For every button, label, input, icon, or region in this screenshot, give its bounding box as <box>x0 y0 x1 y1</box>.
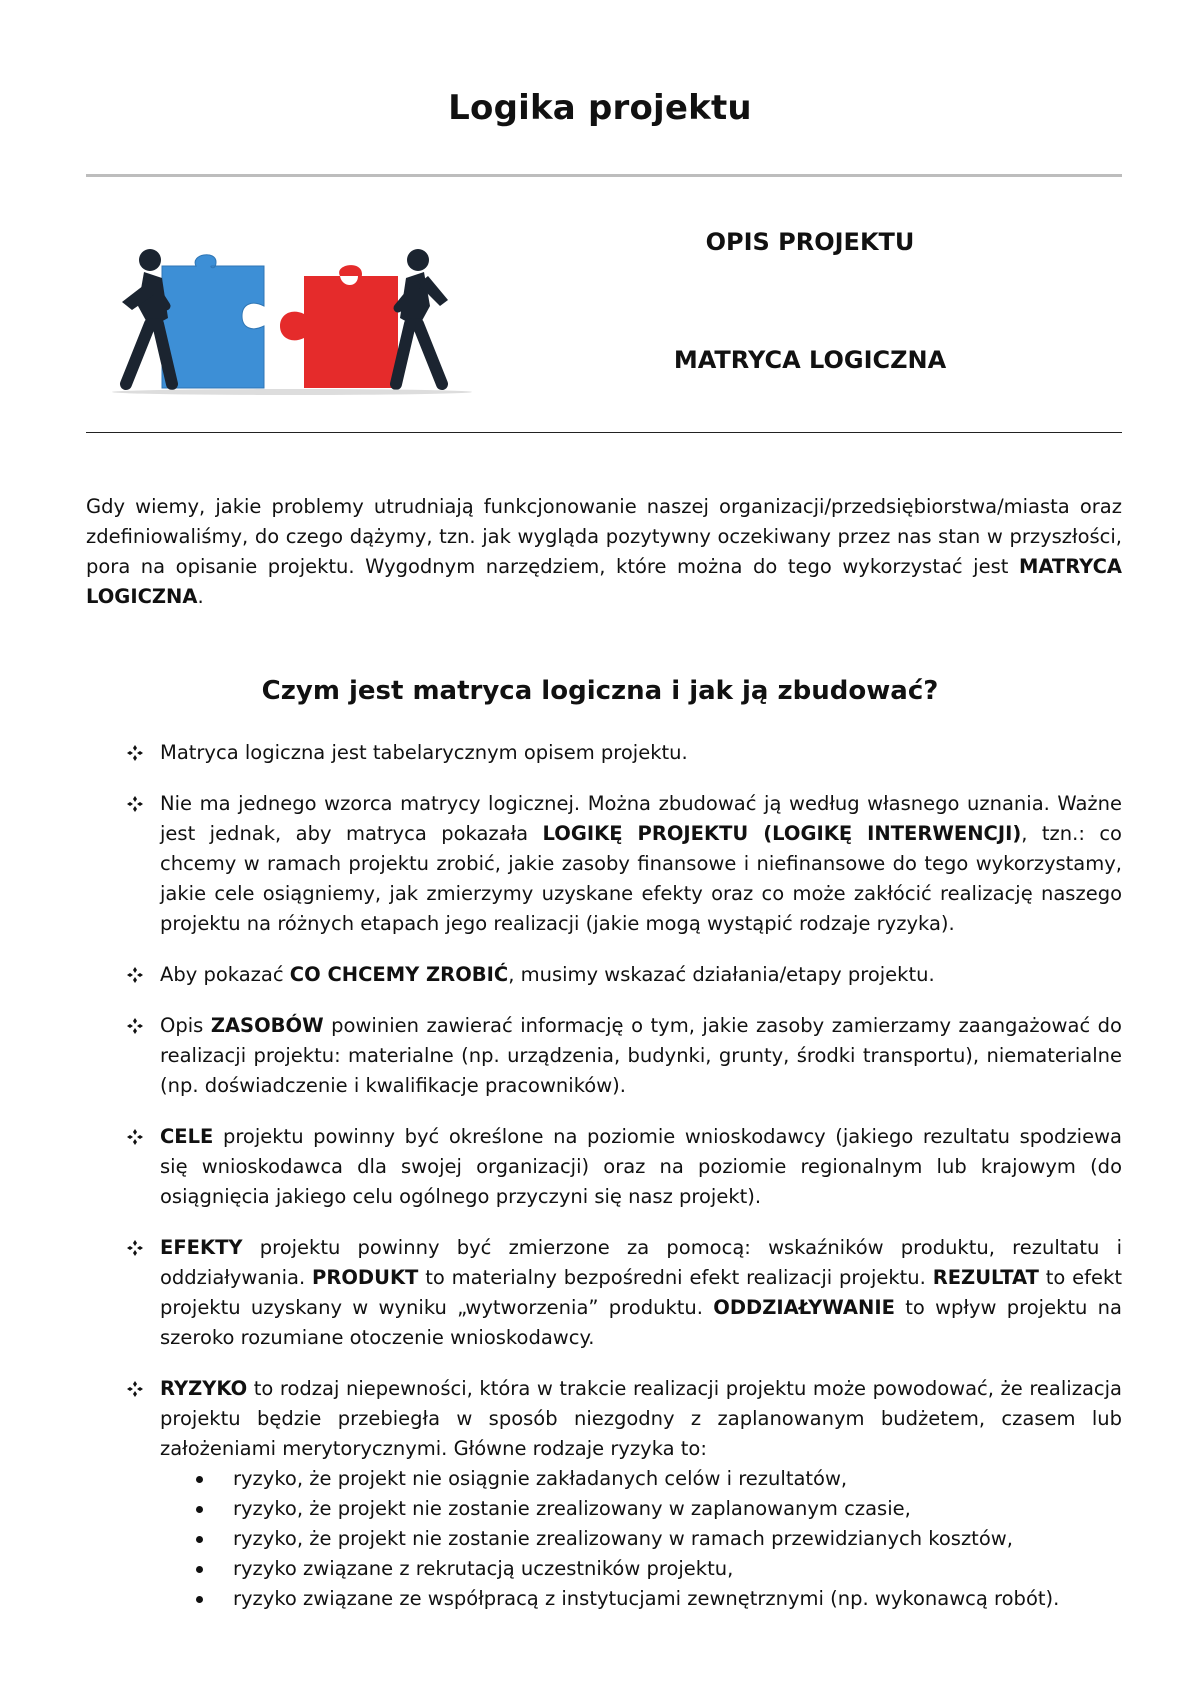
title-divider <box>86 174 1122 177</box>
text-run: Nie ma jednego wzorca matrycy logicznej. Można zbudować ją według własnego uznania. Ważne jest jednak, aby matryca pokazała <box>160 792 1122 845</box>
list-item-text <box>160 1374 1122 1464</box>
right-person-figure <box>396 249 448 384</box>
sublist-item-text: ryzyko związane ze współpracą z instytucjami zewnętrznymi (np. wykonawcą robót). <box>233 1587 1060 1610</box>
sublist-item-text: ryzyko, że projekt nie osiągnie zakładanych celów i rezultatów, <box>233 1467 848 1490</box>
list-item <box>124 1374 1122 1614</box>
round-bullet-icon <box>196 1476 203 1483</box>
text-run: projektu powinny być zmierzone za pomocą: wskaźników produktu, rezultatu i oddziaływania. <box>160 1236 1122 1289</box>
diamond-bullet-icon <box>124 789 146 819</box>
intro-end: . <box>197 585 204 608</box>
text-run: projektu powinny być określone na poziomie wnioskodawcy (jakiego rezultatu spodziewa się wnioskodawca dla swojej organizacji) oraz na poziomie regionalnym lub krajowym (do osiągnięcia jakiego celu ogólnego przyczyni się nasz projekt). <box>160 1125 1122 1208</box>
text-run: to rodzaj niepewności, która w trakcie realizacji projektu może powodować, że realizacja projektu będzie przebiegła w sposób niezgodny z zaplanowanym budżetem, czasem lub założeniami merytorycznymi. Główne rodzaje ryzyka to: <box>160 1377 1122 1460</box>
bold-term: CELE <box>160 1125 214 1148</box>
section-heading: Czym jest matryca logiczna i jak ją zbudować? <box>261 676 939 706</box>
list-item <box>124 1233 1122 1353</box>
puzzle-people-illustration <box>92 246 497 396</box>
bold-term: LOGIKĘ PROJEKTU (LOGIKĘ INTERWENCJI) <box>542 822 1022 845</box>
sublist-item <box>160 1464 1122 1494</box>
diamond-bullet-icon <box>124 1011 146 1041</box>
text-run: to wpływ projektu na szeroko rozumiane otoczenie wnioskodawcy. <box>160 1296 1122 1349</box>
list-item <box>124 1011 1122 1101</box>
list-item-text <box>160 1233 1122 1353</box>
sublist-item <box>160 1584 1122 1614</box>
risk-sublist <box>160 1464 1122 1614</box>
round-bullet-icon <box>196 1566 203 1573</box>
text-run: Matryca logiczna jest tabelarycznym opisem projektu. <box>160 741 688 764</box>
bold-term: ZASOBÓW <box>210 1014 324 1037</box>
list-item-text <box>160 738 1122 768</box>
text-run: powinien zawierać informację o tym, jakie zasoby zamierzamy zaangażować do realizacji projektu: materialne (np. urządzenia, budynki, grunty, środki transportu), niematerialne (np. doświadczenie i kwalifikacje pracowników). <box>160 1014 1122 1097</box>
intro-paragraph <box>86 492 1122 612</box>
intro-bold-term: MATRYCA LOGICZNA <box>86 555 1122 608</box>
opis-projektu-label: OPIS PROJEKTU <box>705 228 915 256</box>
list-item <box>124 960 1122 990</box>
list-item-text <box>160 789 1122 939</box>
bold-term: EFEKTY <box>160 1236 243 1259</box>
round-bullet-icon <box>196 1506 203 1513</box>
sublist-item-text: ryzyko, że projekt nie zostanie zrealizowany w zaplanowanym czasie, <box>233 1497 911 1520</box>
text-run: to materialny bezpośredni efekt realizacji projektu. <box>418 1266 933 1289</box>
text-run: , musimy wskazać działania/etapy projektu. <box>508 963 935 986</box>
bullet-list <box>124 738 1122 1635</box>
list-item <box>124 738 1122 768</box>
bold-term: RYZYKO <box>160 1377 248 1400</box>
text-run: Opis <box>160 1014 211 1037</box>
sublist-item-text: ryzyko związane z rekrutacją uczestników projektu, <box>233 1557 734 1580</box>
diamond-bullet-icon <box>124 960 146 990</box>
bold-term: REZULTAT <box>932 1266 1039 1289</box>
matryca-logiczna-label: MATRYCA LOGICZNA <box>673 346 947 374</box>
bold-term: ODDZIAŁYWANIE <box>713 1296 895 1319</box>
bold-term: CO CHCEMY ZROBIĆ <box>289 963 509 986</box>
diamond-bullet-icon <box>124 1233 146 1263</box>
diamond-bullet-icon <box>124 1374 146 1404</box>
text-run: to efekt projektu uzyskany w wyniku „wytworzenia” produktu. <box>160 1266 1122 1319</box>
diamond-bullet-icon <box>124 1122 146 1152</box>
sublist-item <box>160 1494 1122 1524</box>
round-bullet-icon <box>196 1596 203 1603</box>
text-run: , tzn.: co chcemy w ramach projektu zrobić, jakie zasoby finansowe i niefinansowe do tego wykorzystamy, jakie cele osiągniemy, jak zmierzymy uzyskane efekty oraz co może zakłócić realizację naszego projektu na różnych etapach jego realizacji (jakie mogą wystąpić rodzaje ryzyka). <box>160 822 1122 935</box>
round-bullet-icon <box>196 1536 203 1543</box>
sublist-item <box>160 1524 1122 1554</box>
blue-puzzle-piece <box>162 255 264 388</box>
sublist-item <box>160 1554 1122 1584</box>
header-divider <box>86 432 1122 433</box>
page-title: Logika projektu <box>448 88 752 128</box>
list-item-text <box>160 1122 1122 1212</box>
intro-text: Gdy wiemy, jakie problemy utrudniają funkcjonowanie naszej organizacji/przedsiębiorstwa/miasta oraz zdefiniowaliśmy, do czego dążymy, tzn. jak wygląda pozytywny oczekiwany przez nas stan w przyszłości, pora na opisanie projektu. Wygodnym narzędziem, które można do tego wykorzystać jest <box>86 495 1122 578</box>
diamond-bullet-icon <box>124 738 146 768</box>
list-item-text <box>160 960 1122 990</box>
sublist-item-text: ryzyko, że projekt nie zostanie zrealizowany w ramach przewidzianych kosztów, <box>233 1527 1013 1550</box>
text-run: Aby pokazać <box>160 963 290 986</box>
list-item <box>124 1122 1122 1212</box>
bold-term: PRODUKT <box>312 1266 419 1289</box>
list-item-text <box>160 1011 1122 1101</box>
red-puzzle-piece <box>280 265 398 388</box>
list-item <box>124 789 1122 939</box>
